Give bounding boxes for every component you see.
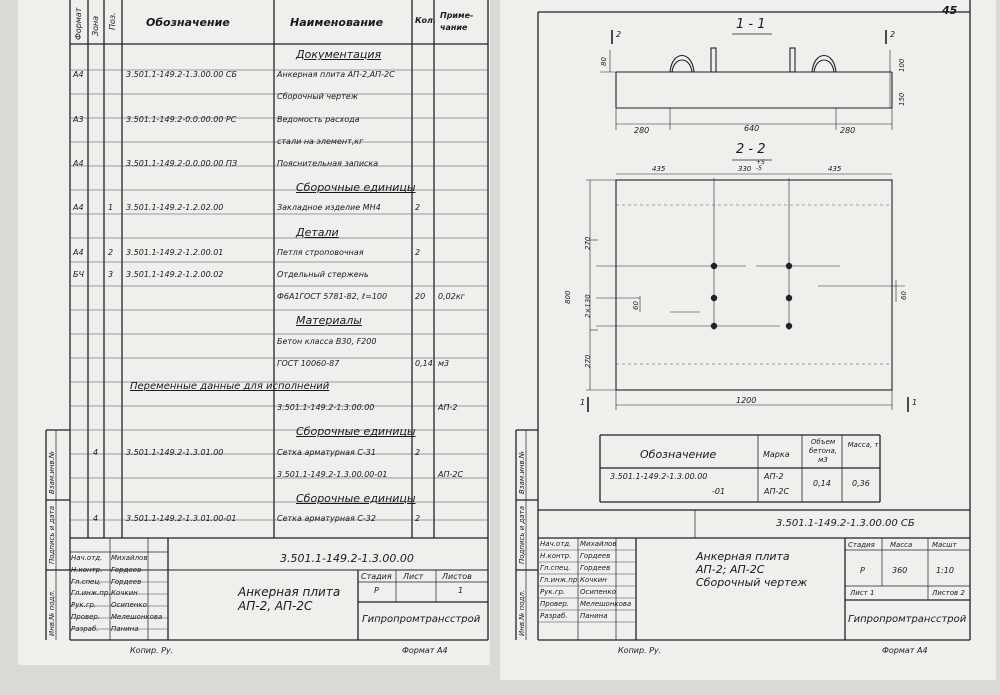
row-zone: 4 [93, 447, 99, 457]
r-stamp-stage-header: Стадия [848, 541, 875, 549]
table-header-marka: Марка [763, 450, 790, 459]
stamp-code: 3.501.1-149.2-1.3.00.00 [280, 552, 414, 565]
table-r2-designation: -01 [712, 487, 726, 496]
r-stamp-org: Гипропромтрансстрой [848, 614, 967, 625]
row-format: А3 [73, 114, 84, 124]
s1-dim-right-bottom: 150 [898, 92, 906, 106]
r-stamp-sheet: Лист 1 [850, 589, 875, 597]
row-name: Ведомость расхода [277, 114, 360, 124]
section-1-1-drawing [600, 30, 892, 130]
s2-dim-t2-tol: +5 -5 [756, 159, 765, 172]
s2-dim-h: 800 [564, 290, 572, 304]
section-2-2-title: 2 - 2 [736, 142, 766, 157]
r-stamp-code: 3.501.1-149.2-1.3.00.00 СБ [776, 518, 915, 529]
row-qty: 20 [415, 292, 426, 302]
row-section-heading: Сборочные единицы [296, 492, 416, 505]
row-designation: 3.501.1-149.2-0.0.00.00 РС [126, 114, 237, 124]
row-variable-data-heading: Переменные данные для исполнений [130, 381, 330, 392]
stamp-person: Михайлов [111, 554, 148, 562]
row-note: м3 [438, 358, 450, 368]
left-sheet [18, 0, 490, 665]
row-section-heading: Детали [296, 225, 339, 239]
r-stamp-stage: Р [860, 566, 865, 575]
stamp-person: Мелешонкова [580, 600, 632, 608]
row-designation: 3.501.1-149.2-1.3.01.00-01 [126, 514, 237, 524]
row-name: ГОСТ 10060-87 [277, 358, 340, 368]
stamp-role: Гл.инж.пр. [540, 576, 580, 584]
right-sheet [500, 0, 996, 680]
row-pos: 1 [108, 203, 114, 213]
s2-mark-right: 1 [912, 398, 918, 407]
stamp-person: Гордеев [111, 565, 142, 574]
row-section-heading: Документация [296, 48, 382, 61]
row-note: АП-2С [438, 469, 464, 479]
stamp-role: Провер. [540, 600, 570, 608]
side-label-vzam: Взам.инв.№ [48, 450, 56, 494]
stamp-role: Рук.гр. [540, 588, 566, 596]
row-section-heading: Сборочные единицы [296, 425, 416, 439]
s1-mark-left: 2 [616, 30, 622, 39]
row-format: А4 [73, 70, 84, 80]
header-note: Приме- чание [440, 11, 474, 32]
stamp-person: Мелешонкова [111, 613, 163, 621]
stamp-person: Осипенко [111, 601, 147, 610]
row-name: Сетка арматурная С-32 [277, 514, 376, 524]
row-format: А4 [73, 203, 84, 213]
s2-dim-v3: 270 [584, 354, 592, 368]
stamp-role: Нач.отд. [71, 554, 103, 562]
stamp-person: Осипенко [580, 588, 616, 596]
s1-dim-b3: 280 [840, 126, 856, 135]
r-stamp-mass: 360 [892, 566, 908, 575]
table-r1-designation: 3.501.1-149.2-1.3.00.00 [610, 472, 708, 481]
stamp-role: Гл.инж.пр. [71, 589, 111, 598]
s2-dim-60a: 60 [632, 301, 640, 310]
row-format: А4 [73, 247, 84, 257]
header-zone: Зона [91, 15, 100, 36]
row-designation: 3.501.1-149.2-1.2.00.01 [126, 247, 224, 257]
stamp-person: Кочкин [580, 576, 607, 584]
stamp-person: Михайлов [580, 540, 617, 548]
row-name: Закладное изделие МН4 [277, 203, 381, 213]
row-designation: 3.501.1-149.2-0.0.00.00 ПЗ [126, 159, 238, 168]
stamp-role: Рук.гр. [71, 601, 97, 610]
row-name: Ф6А1ГОСТ 5781-82, ℓ=100 [277, 292, 388, 302]
row-name: 3.501.1-149.2-1.3.00.00-01 [277, 469, 388, 479]
stamp-sheet: 1 [458, 586, 464, 595]
r-side-label-vzam: Взам.инв.№ [518, 450, 526, 494]
row-designation: 3.501.1-149.2-1.3.00.00 СБ [126, 70, 237, 80]
row-zone: 4 [93, 514, 99, 524]
row-name: Сетка арматурная С-31 [277, 447, 376, 457]
page-number: 45 [942, 4, 958, 17]
r-side-label-podpis: Подпись и дата [518, 506, 526, 564]
footer-copier: Копир. Ру. [130, 646, 174, 655]
stamp-person: Панина [580, 612, 608, 620]
row-designation: 3.501.1-149.2-1.2.00.02 [126, 270, 224, 279]
row-name: Отдельный стержень [277, 270, 369, 279]
stamp-role: Разраб. [540, 612, 568, 620]
s2-mark-left: 1 [580, 398, 586, 407]
stamp-stage-header: Стадия [361, 572, 392, 581]
s1-dim-b1: 280 [634, 126, 650, 135]
r-stamp-title: Анкерная плита АП-2; АП-2С Сборочный чертеж [696, 550, 808, 589]
r-side-label-inv: Инв.№ подл. [518, 589, 526, 636]
table-header-mass: Масса, т [847, 441, 879, 449]
row-name: стали на элемент,кг [277, 136, 364, 146]
s2-dim-t3: 435 [828, 165, 842, 173]
table-r1-volume: 0,14 [813, 479, 831, 488]
header-designation: Обозначение [146, 16, 230, 29]
stamp-person: Гордеев [111, 577, 142, 586]
header-format: Формат [74, 7, 83, 40]
stamp-role: Гл.спец. [540, 564, 571, 572]
row-qty: 0,14 [415, 358, 433, 368]
row-name: Сборочный чертеж [277, 92, 358, 102]
row-name: Бетон класса В30, F200 [277, 336, 377, 346]
r-footer-copier: Копир. Ру. [618, 646, 662, 655]
stamp-person: Кочкин [111, 589, 138, 598]
table-r2-marka: АП-2С [764, 487, 790, 496]
row-qty: 2 [415, 247, 421, 257]
row-designation: 3.501.1-149.2-1.3.01.00 [126, 447, 224, 457]
stamp-stage: Р [374, 586, 379, 595]
s1-dim-top: 80 [600, 57, 608, 66]
row-pos: 2 [108, 247, 114, 257]
row-qty: 2 [415, 447, 421, 457]
stamp-role: Провер. [71, 613, 101, 621]
r-stamp-sheets: Листов 2 [932, 589, 965, 597]
stamp-role: Н.контр. [71, 565, 103, 574]
stamp-sheets-header: Листов [442, 572, 472, 581]
row-section-heading: Материалы [296, 314, 362, 328]
s2-dim-60b: 60 [900, 291, 908, 300]
s1-dim-right-top: 100 [898, 58, 906, 72]
table-header-designation: Обозначение [640, 448, 717, 461]
r-stamp-mass-header: Масса [890, 541, 913, 549]
stamp-role: Разраб. [71, 624, 99, 633]
stamp-title: Анкерная плита АП-2, АП-2С [238, 585, 341, 613]
row-format: А4 [73, 159, 84, 168]
side-label-podpis: Подпись и дата [48, 506, 56, 564]
header-qty: Кол. [415, 16, 436, 25]
s2-dim-t2: 330 [738, 165, 752, 173]
row-name: Пояснительная записка [277, 159, 379, 168]
footer-format: Формат А4 [402, 646, 448, 655]
row-qty: 2 [415, 514, 421, 524]
row-note: 0,02кг [438, 292, 465, 302]
row-name: Петля строповочная [277, 247, 364, 257]
side-label-inv: Инв.№ подл. [48, 589, 56, 636]
r-stamp-scale-header: Масшт [932, 541, 957, 549]
row-name: 3.501.1-149.2-1.3.00.00 [277, 403, 375, 413]
r-stamp-scale: 1:10 [936, 566, 954, 575]
row-note: АП-2 [438, 403, 458, 413]
s2-dim-w: 1200 [736, 396, 757, 405]
row-section-heading: Сборочные единицы [296, 181, 416, 195]
section-2-2-drawing [586, 160, 908, 412]
header-pos: Поз. [108, 12, 117, 30]
stamp-role: Гл.спец. [71, 577, 102, 586]
stamp-role: Нач.отд. [540, 540, 572, 548]
stamp-sheet-header: Лист [403, 572, 424, 581]
table-r1-marka: АП-2 [764, 472, 784, 481]
s2-dim-t1: 435 [652, 165, 666, 173]
header-name: Наименование [290, 16, 384, 29]
stamp-person: Гордеев [580, 552, 611, 560]
r-footer-format: Формат А4 [882, 646, 928, 655]
stamp-org: Гипропромтрансстрой [362, 614, 481, 625]
row-pos: 3 [108, 270, 114, 279]
row-name: Анкерная плита АП-2,АП-2С [277, 70, 395, 80]
table-header-volume: Объем бетона, м3 [808, 438, 838, 464]
table-r1-mass: 0,36 [852, 479, 870, 488]
s1-mark-right: 2 [890, 30, 896, 39]
row-format: БЧ [73, 270, 84, 279]
stamp-person: Гордеев [580, 564, 611, 572]
section-1-1-title: 1 - 1 [736, 17, 766, 32]
row-designation: 3.501.1-149.2-1.2.02.00 [126, 203, 224, 213]
stamp-role: Н.контр. [540, 552, 572, 560]
stamp-person: Панина [111, 624, 139, 633]
s2-dim-v2: 2×130 [584, 294, 592, 318]
row-qty: 2 [415, 203, 421, 213]
insert-points [711, 263, 792, 329]
s1-dim-b2: 640 [744, 124, 760, 133]
s2-dim-v1: 270 [584, 236, 592, 250]
